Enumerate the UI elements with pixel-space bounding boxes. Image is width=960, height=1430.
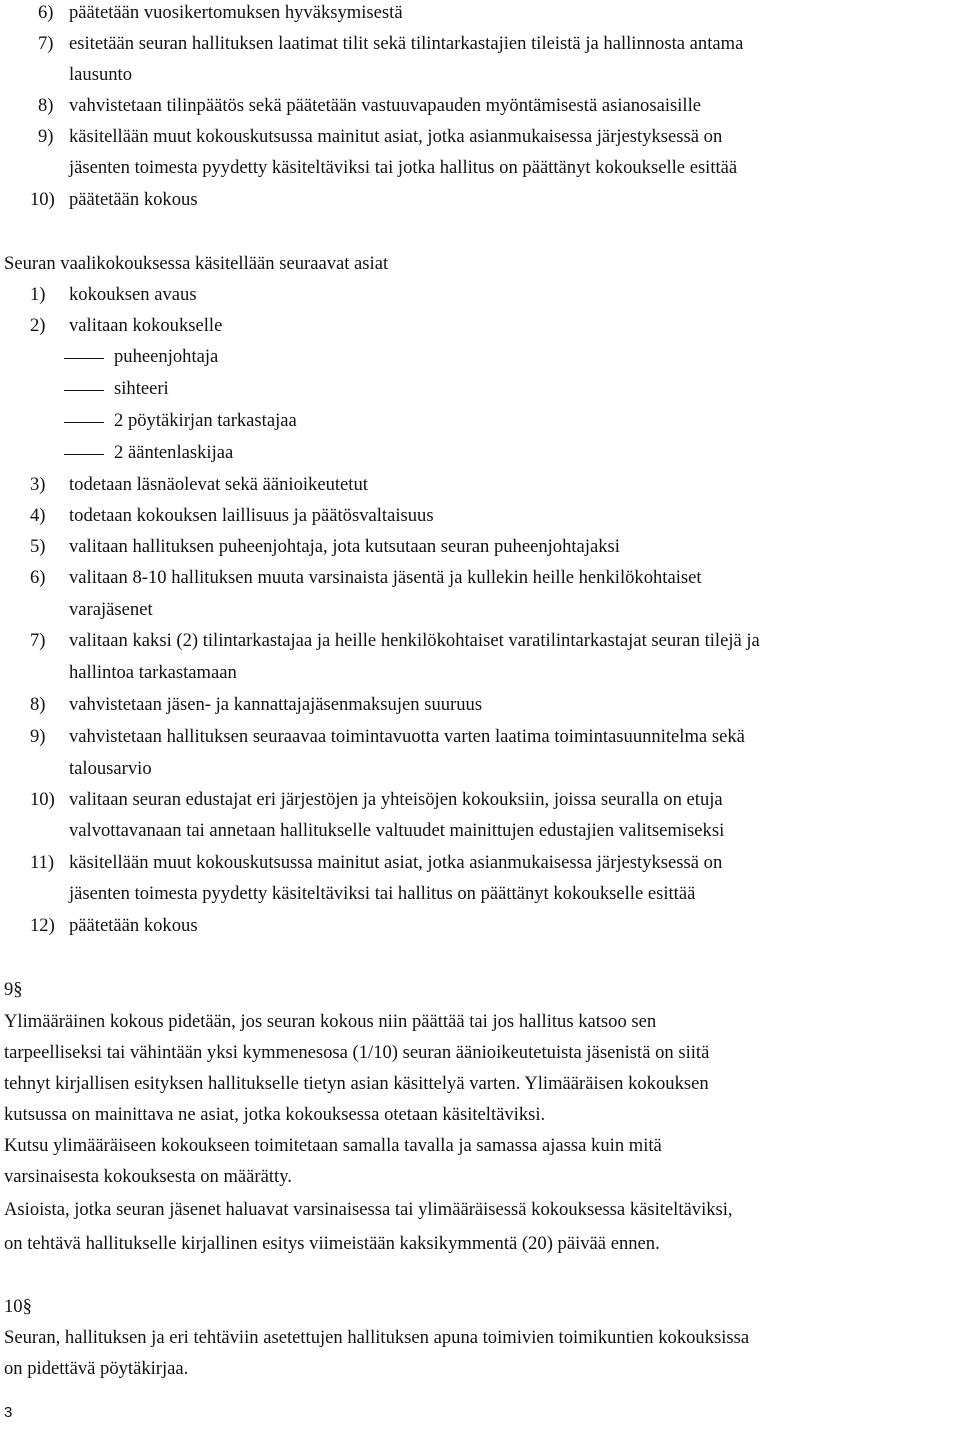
item-number: 10) [30,189,55,210]
official-text: 2 ääntenlaskijaa [114,442,234,463]
dash-bullet [64,358,104,359]
item-number: 5) [30,536,46,557]
paragraph-text: tehnyt kirjallisen esityksen hallitukselle tietyn asian käsittelyä varten. Ylimääräisen kokouksen [4,1073,709,1094]
item-text: jäsenten toimesta pyydetty käsiteltäviksi tai jotka hallitus on päättänyt kokoukselle esittää [69,157,738,178]
item-text: vahvistetaan hallituksen seuraavaa toimintavuotta varten laatima toimintasuunnitelma sekä [69,726,745,747]
item-text: käsitellään muut kokouskutsussa mainitut asiat, jotka asianmukaisessa järjestyksessä on [69,852,723,873]
item-number: 12) [30,915,55,936]
item-number: 6) [30,567,46,588]
paragraph-text: Kutsu ylimääräiseen kokoukseen toimitetaan samalla tavalla ja samassa ajassa kuin mitä [4,1135,662,1156]
official-text: puheenjohtaja [114,346,219,367]
item-number: 7) [30,630,46,651]
paragraph-text: Asioista, jotka seuran jäsenet haluavat varsinaisessa tai ylimääräisessä kokouksessa käsiteltäviksi, [4,1199,733,1220]
item-text: valvottavanaan tai annetaan hallitukselle valtuudet mainittujen edustajien valitsemiseksi [69,820,725,841]
heading-text: 10§ [4,1296,32,1317]
item-text: valitaan kokoukselle [69,315,223,336]
paragraph-text: tarpeelliseksi tai vähintään yksi kymmenesosa (1/10) seuran äänioikeutetuista jäsenistä on siitä [4,1042,710,1063]
item-text: käsitellään muut kokouskutsussa mainitut asiat, jotka asianmukaisessa järjestyksessä on [69,126,723,147]
item-text: päätetään vuosikertomuksen hyväksymisestä [69,2,403,23]
dash-bullet [64,390,104,391]
official-text: 2 pöytäkirjan tarkastajaa [114,410,297,431]
paragraph-text: varsinaisesta kokouksesta on määrätty. [4,1166,292,1187]
item-text: esitetään seuran hallituksen laatimat tilit sekä tilintarkastajien tileistä ja hallinnosta antama [69,33,744,54]
item-number: 3) [30,474,46,495]
item-number: 6) [38,2,54,23]
paragraph-text: Ylimääräinen kokous pidetään, jos seuran kokous niin päättää tai jos hallitus katsoo sen [4,1011,657,1032]
item-number: 4) [30,505,46,526]
item-text: talousarvio [69,758,152,779]
official-text: sihteeri [114,378,169,399]
item-number: 2) [30,315,46,336]
item-number: 8) [38,95,54,116]
item-number: 7) [38,33,54,54]
item-text: päätetään kokous [69,915,198,936]
item-number: 1) [30,284,46,305]
item-number: 9) [38,126,54,147]
item-text: varajäsenet [69,599,153,620]
paragraph-text: on pidettävä pöytäkirjaa. [4,1358,189,1379]
item-text: päätetään kokous [69,189,198,210]
dash-bullet [64,454,104,455]
paragraph-text: kutsussa on mainittava ne asiat, jotka kokouksessa otetaan käsiteltäviksi. [4,1104,546,1125]
item-text: todetaan kokouksen laillisuus ja päätösvaltaisuus [69,505,434,526]
item-text: valitaan 8-10 hallituksen muuta varsinaista jäsentä ja kullekin heille henkilökohtaiset [69,567,702,588]
item-text: valitaan seuran edustajat eri järjestöjen ja yhteisöjen kokouksiin, joissa seuralla on etuja [69,789,723,810]
page-number-text: 3 [4,1404,13,1421]
item-text: valitaan kaksi (2) tilintarkastajaa ja heille henkilökohtaiset varatilintarkastajat seuran tilejä ja [69,630,760,651]
dash-bullet [64,422,104,423]
item-number: 9) [30,726,46,747]
item-text: vahvistetaan tilinpäätös sekä päätetään vastuuvapauden myöntämisestä asianosaisille [69,95,701,116]
item-text: hallintoa tarkastamaan [69,662,237,683]
paragraph-text: on tehtävä hallitukselle kirjallinen esitys viimeistään kaksikymmentä (20) päivää ennen. [4,1233,660,1254]
heading-text: 9§ [4,979,23,1000]
item-text: todetaan läsnäolevat sekä äänioikeutetut [69,474,368,495]
item-number: 8) [30,694,46,715]
item-text: vahvistetaan jäsen- ja kannattajajäsenmaksujen suuruus [69,694,483,715]
item-text: lausunto [69,64,133,85]
item-number: 11) [30,852,55,873]
paragraph-text: Seuran, hallituksen ja eri tehtäviin asetettujen hallituksen apuna toimivien toimikuntien kokouksissa [4,1327,750,1348]
item-text: jäsenten toimesta pyydetty käsiteltäviksi tai hallitus on päättänyt kokoukselle esittää [69,883,696,904]
intro-text: Seuran vaalikokouksessa käsitellään seuraavat asiat [4,253,389,274]
item-number: 10) [30,789,55,810]
item-text: kokouksen avaus [69,284,197,305]
item-text: valitaan hallituksen puheenjohtaja, jota kutsutaan seuran puheenjohtajaksi [69,536,620,557]
